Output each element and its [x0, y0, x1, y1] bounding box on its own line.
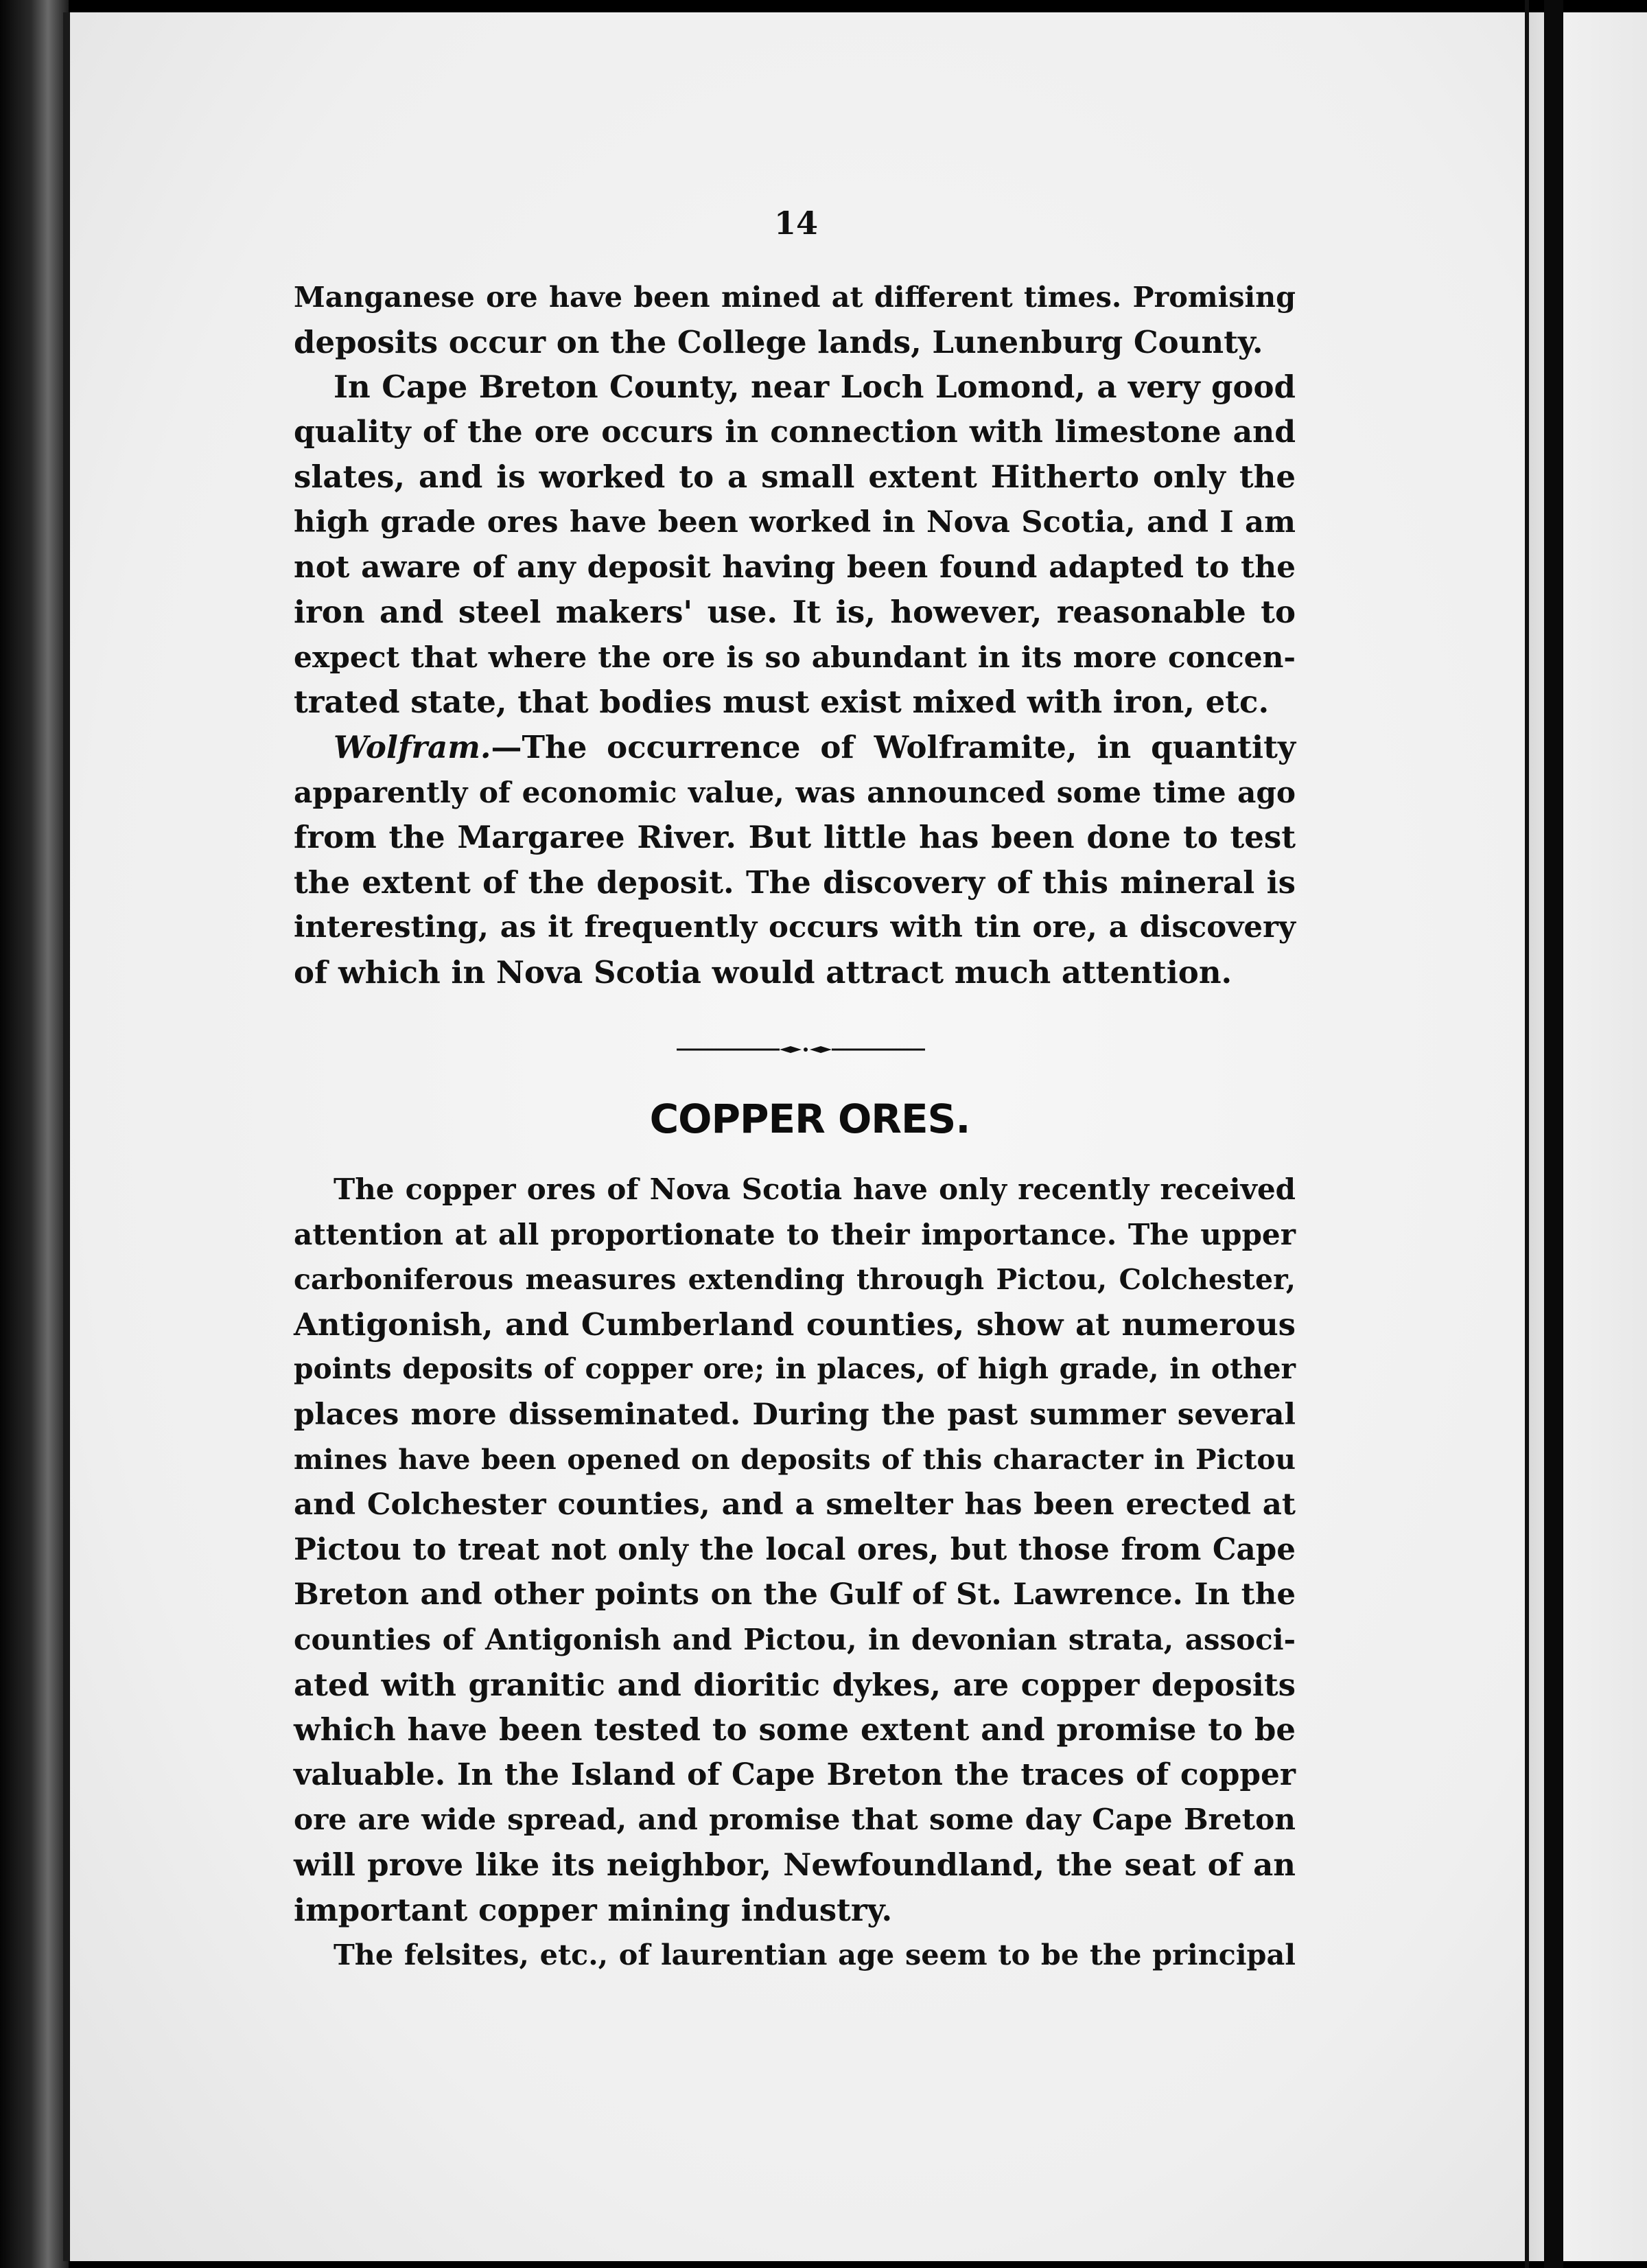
text-line: valuable. In the Island of Cape Breton the traces of copper	[294, 1757, 1296, 1792]
text-line: counties of Antigonish and Pictou, in devonian strata, associ-	[294, 1622, 1296, 1656]
text-line: deposits occur on the College lands, Lunenburg County.	[294, 323, 1263, 360]
italic-lead: Wolfram.	[334, 728, 491, 765]
text-line	[294, 725, 1296, 770]
text-line: places more disseminated. During the past summer several	[294, 1396, 1296, 1432]
text-line: of which in Nova Scotia would attract much attention.	[294, 953, 1233, 991]
text-line: Breton and other points on the Gulf of St. Lawrence. In the	[294, 1577, 1296, 1612]
text-line: will prove like its neighbor, Newfoundland, the seat of an	[294, 1846, 1296, 1883]
text-line: ore are wide spread, and promise that some day Cape Breton	[294, 1802, 1296, 1837]
text-line: not aware of any deposit having been found adapted to the	[294, 549, 1296, 585]
text-line: The felsites, etc., of laurentian age seem to be the principal	[334, 1938, 1296, 1972]
text-line: quality of the ore occurs in connection with limestone and	[294, 414, 1296, 450]
text-line: and Colchester counties, and a smelter has been erected at	[294, 1487, 1296, 1523]
text-line: important copper mining industry.	[294, 1891, 893, 1928]
section-heading: COPPER ORES.	[649, 1096, 970, 1142]
text-line: the extent of the deposit. The discovery of this mineral is	[294, 864, 1296, 901]
binding-shadow	[0, 0, 69, 2268]
text-line: iron and steel makers' use. It is, however, reasonable to	[294, 594, 1296, 631]
text-line: interesting, as it frequently occurs with tin ore, a discovery	[294, 910, 1296, 945]
text-line: Antigonish, and Cumberland counties, show at numerous	[294, 1306, 1296, 1343]
divider-dot	[804, 1048, 808, 1052]
text-line: expect that where the ore is so abundant in its more concen-	[294, 639, 1296, 674]
text-line: Pictou to treat not only the local ores, but those from Cape	[294, 1531, 1296, 1567]
text-block-top	[294, 275, 1296, 995]
text-line: which have been tested to some extent and promise to be	[294, 1711, 1296, 1748]
divider-diamond	[810, 1046, 832, 1053]
text-line: ated with granitic and dioritic dykes, are copper deposits	[294, 1666, 1296, 1703]
divider-diamond	[780, 1046, 802, 1053]
page-number: 14	[773, 205, 818, 242]
text-block-bottom	[294, 1167, 1296, 1978]
gutter-shadow	[1544, 0, 1563, 2268]
text-run: —The occurrence of Wolframite, in quantity	[491, 728, 1296, 765]
text-line: points deposits of copper ore; in places, of high grade, in other	[294, 1352, 1296, 1386]
text-line: slates, and is worked to a small extent Hitherto only the	[294, 459, 1296, 496]
text-line: high grade ores have been worked in Nova Scotia, and I am	[294, 504, 1296, 540]
text-line: attention at all proportionate to their importance. The upper	[294, 1216, 1296, 1251]
text-line: The copper ores of Nova Scotia have only recently received	[334, 1172, 1296, 1206]
text-line: apparently of economic value, was announced some time ago	[294, 774, 1296, 809]
text-line: Manganese ore have been mined at different times. Promising	[294, 280, 1296, 314]
text-line: In Cape Breton County, near Loch Lomond, a very good	[334, 369, 1296, 406]
text-line: carboniferous measures extending through Pictou, Colchester,	[294, 1262, 1296, 1297]
ornamental-divider	[677, 1045, 925, 1054]
text-line: mines have been opened on deposits of this character in Pictou	[294, 1442, 1296, 1476]
text-line: from the Margaree River. But little has been done to test	[294, 819, 1296, 856]
text-line: trated state, that bodies must exist mixed with iron, etc.	[294, 684, 1270, 721]
